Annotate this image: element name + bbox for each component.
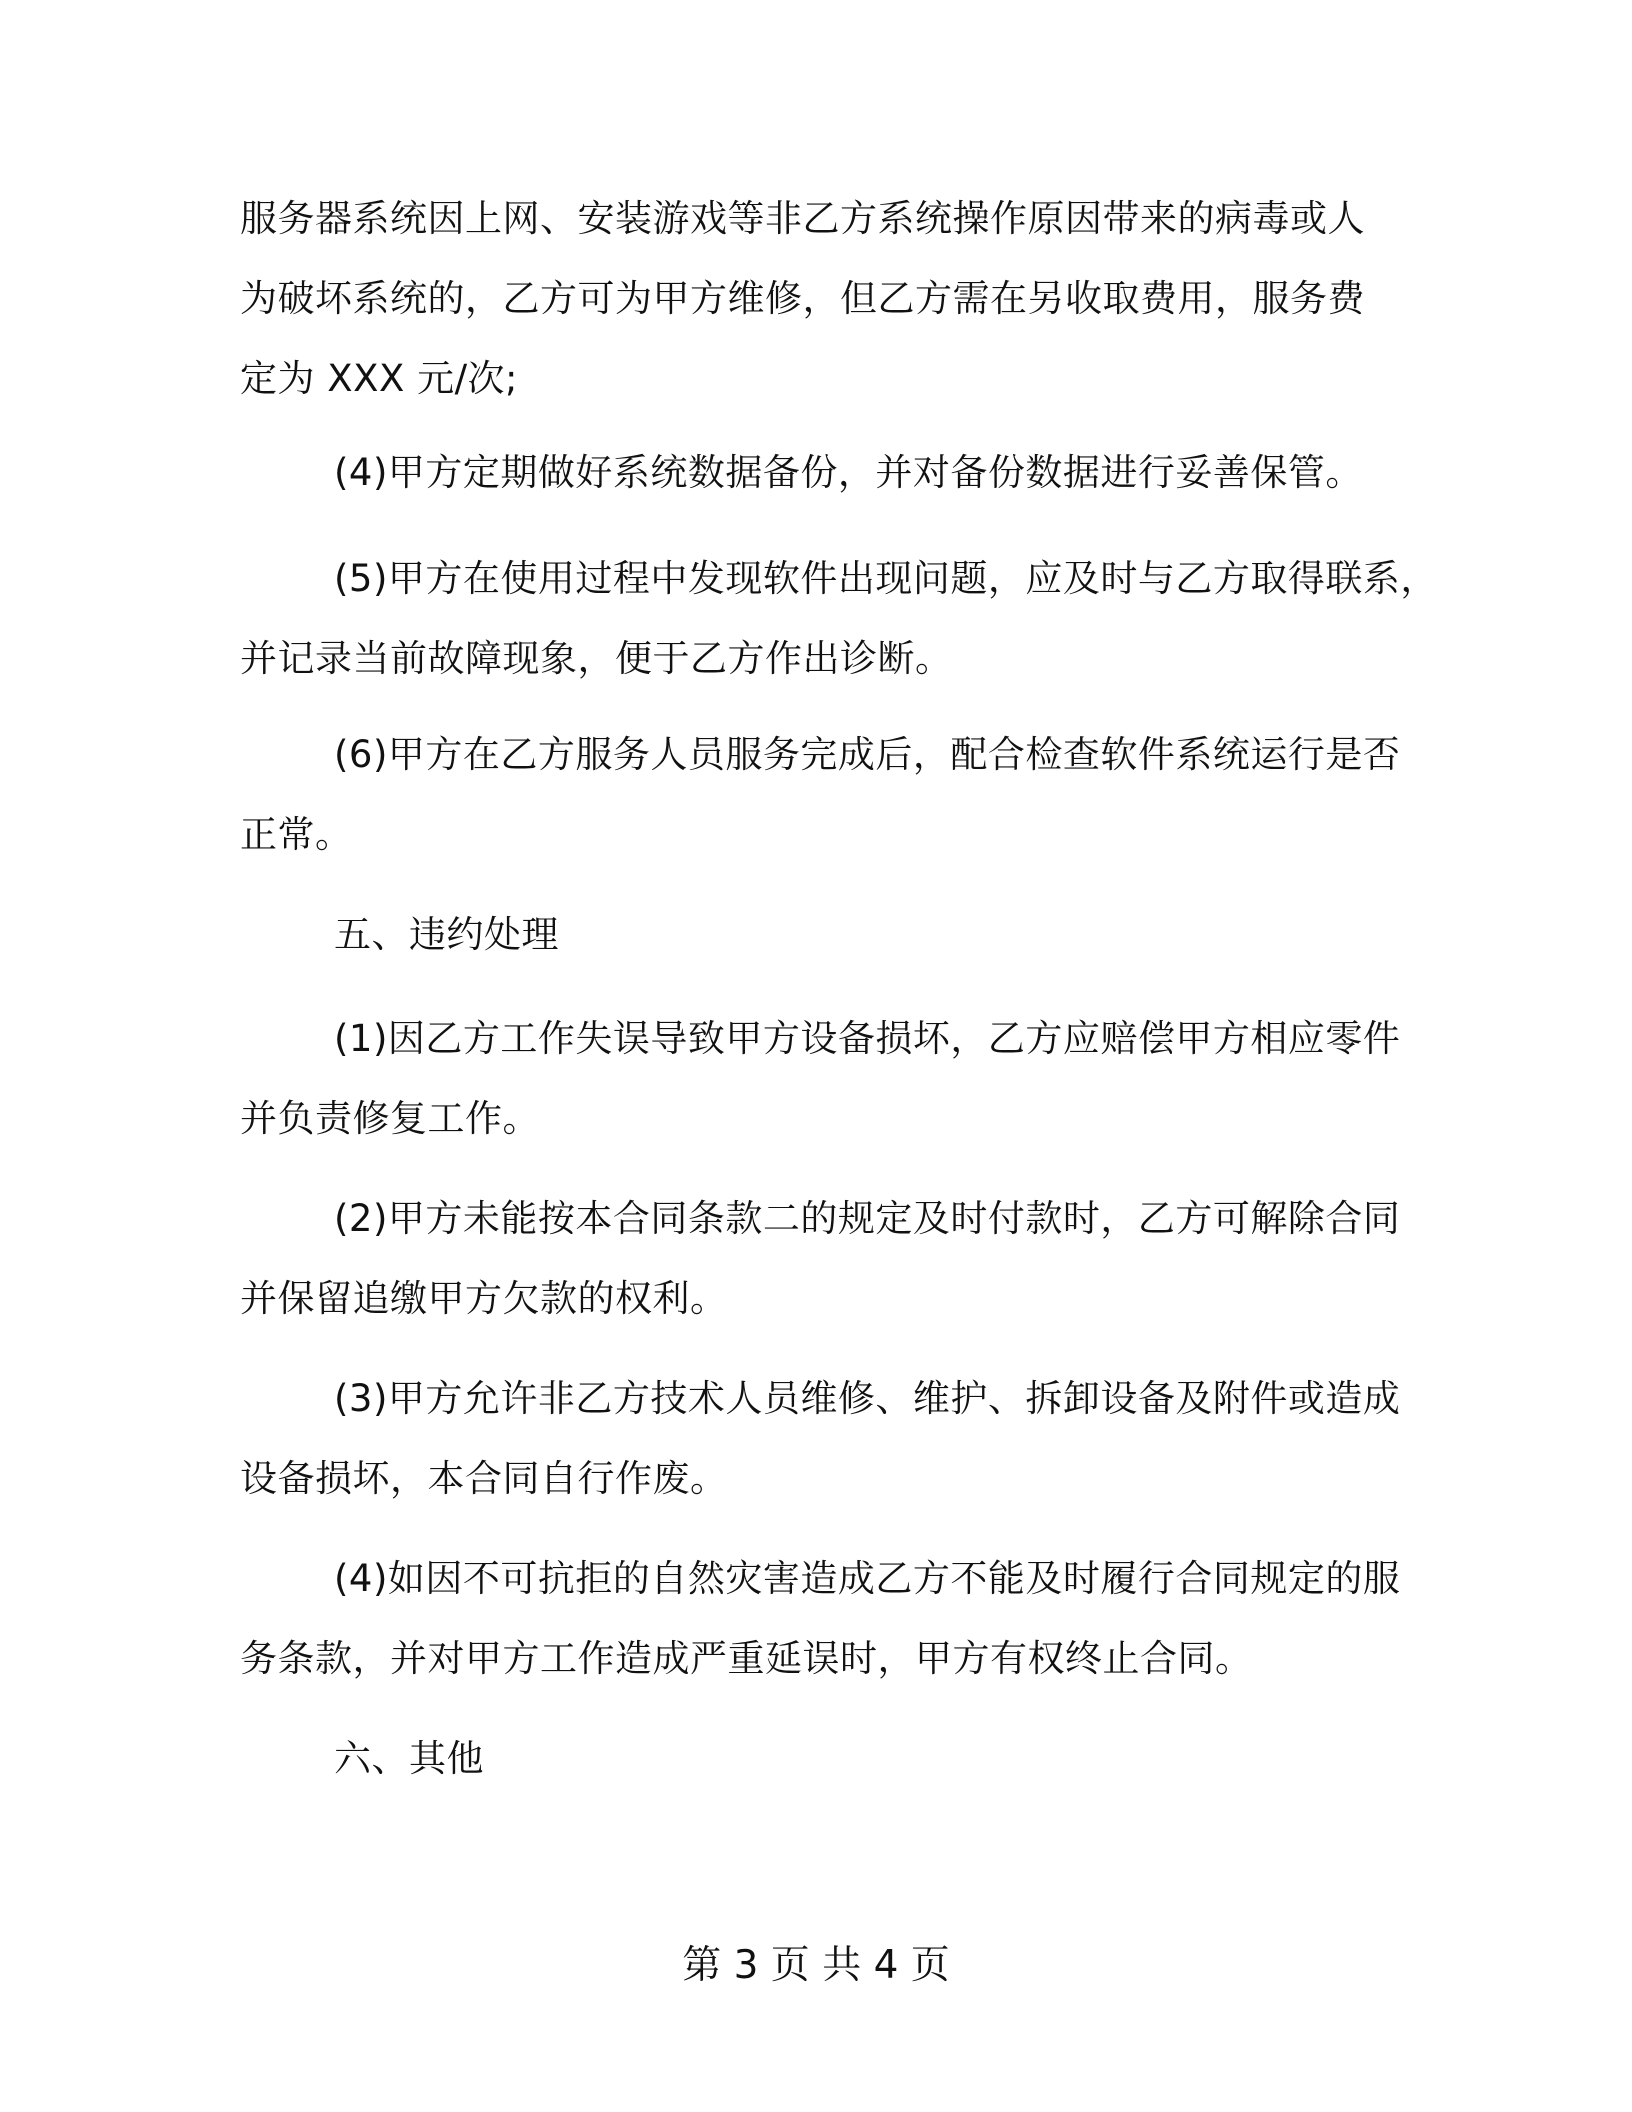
breach-clause-3-line-2: 设备损坏，本合同自行作废。 bbox=[240, 1457, 728, 1500]
breach-clause-3-line-1: (3)甲方允许非乙方技术人员维修、维护、拆卸设备及附件或造成 bbox=[334, 1377, 1401, 1420]
clause-5-line-2: 并记录当前故障现象，便于乙方作出诊断。 bbox=[240, 637, 953, 680]
breach-clause-4-line-1: (4)如因不可抗拒的自然灾害造成乙方不能及时履行合同规定的服 bbox=[334, 1557, 1401, 1600]
clause-5-line-1: (5)甲方在使用过程中发现软件出现问题，应及时与乙方取得联系， bbox=[334, 557, 1438, 600]
text-line-2: 为破坏系统的，乙方可为甲方维修，但乙方需在另收取费用，服务费 bbox=[240, 277, 1365, 320]
clause-4-data-backup: (4)甲方定期做好系统数据备份，并对备份数据进行妥善保管。 bbox=[334, 451, 1363, 494]
page-number-footer: 第 3 页 共 4 页 bbox=[682, 1943, 950, 1988]
clause-6-line-1: (6)甲方在乙方服务人员服务完成后，配合检查软件系统运行是否 bbox=[334, 733, 1401, 776]
section-heading-breach: 五、违约处理 bbox=[334, 913, 559, 956]
breach-clause-2-line-2: 并保留追缴甲方欠款的权利。 bbox=[240, 1277, 728, 1320]
breach-clause-1-line-2: 并负责修复工作。 bbox=[240, 1097, 540, 1140]
section-heading-other: 六、其他 bbox=[334, 1737, 484, 1780]
text-line-1: 服务器系统因上网、安装游戏等非乙方系统操作原因带来的病毒或人 bbox=[240, 197, 1365, 240]
text-line-3: 定为 XXX 元/次; bbox=[240, 357, 518, 400]
clause-6-line-2: 正常。 bbox=[240, 813, 353, 856]
breach-clause-4-line-2: 务条款，并对甲方工作造成严重延误时，甲方有权终止合同。 bbox=[240, 1637, 1253, 1680]
breach-clause-2-line-1: (2)甲方未能按本合同条款二的规定及时付款时，乙方可解除合同 bbox=[334, 1197, 1401, 1240]
breach-clause-1-line-1: (1)因乙方工作失误导致甲方设备损坏，乙方应赔偿甲方相应零件 bbox=[334, 1017, 1401, 1060]
